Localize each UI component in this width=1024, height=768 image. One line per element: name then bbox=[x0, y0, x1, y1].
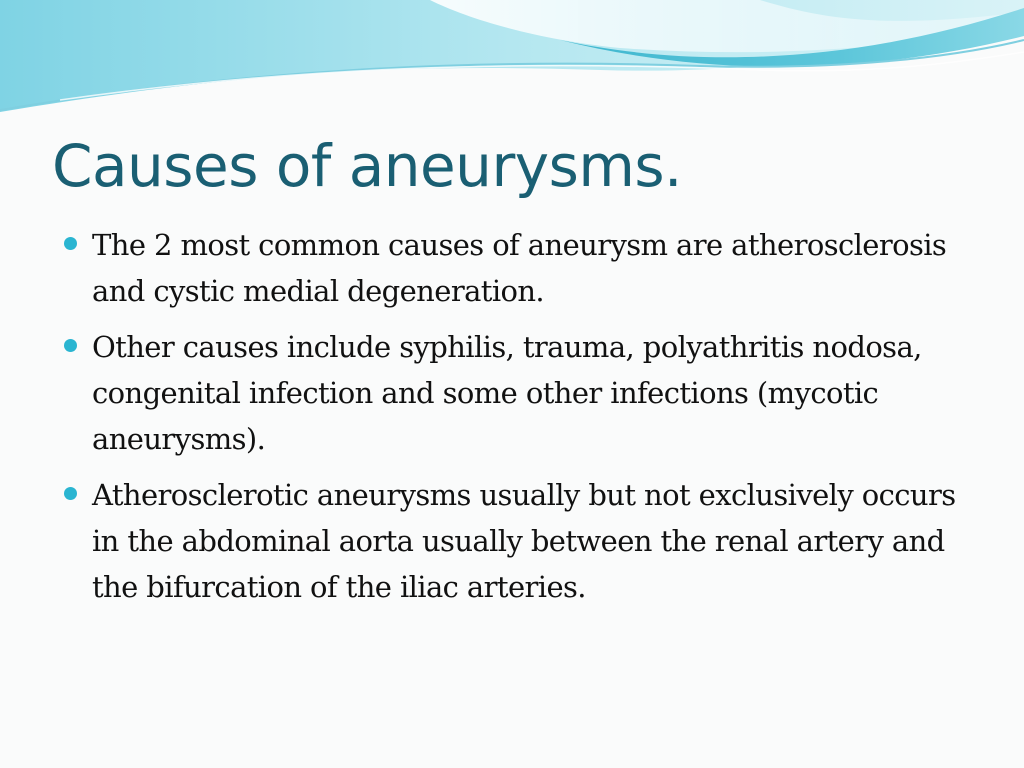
bullet-dot-icon bbox=[64, 339, 77, 352]
bullet-dot-icon bbox=[64, 237, 77, 250]
bullet-item bbox=[64, 222, 964, 314]
bullet-text: Other causes include syphilis, trauma, polyathritis nodosa, congenital infection and some other infections (mycotic aneurysms). bbox=[92, 330, 922, 456]
bullet-text: The 2 most common causes of aneurysm are atherosclerosis and cystic medial degeneration. bbox=[92, 228, 947, 308]
slide-title: Causes of aneurysms. bbox=[52, 132, 682, 200]
wave-header-decoration bbox=[0, 0, 1024, 130]
bullet-item bbox=[64, 324, 964, 462]
bullet-text: Atherosclerotic aneurysms usually but not exclusively occurs in the abdominal aorta usually between the renal artery and the bifurcation of the iliac arteries. bbox=[92, 478, 956, 604]
bullet-dot-icon bbox=[64, 487, 77, 500]
bullet-list bbox=[64, 222, 964, 620]
bullet-item bbox=[64, 472, 964, 610]
